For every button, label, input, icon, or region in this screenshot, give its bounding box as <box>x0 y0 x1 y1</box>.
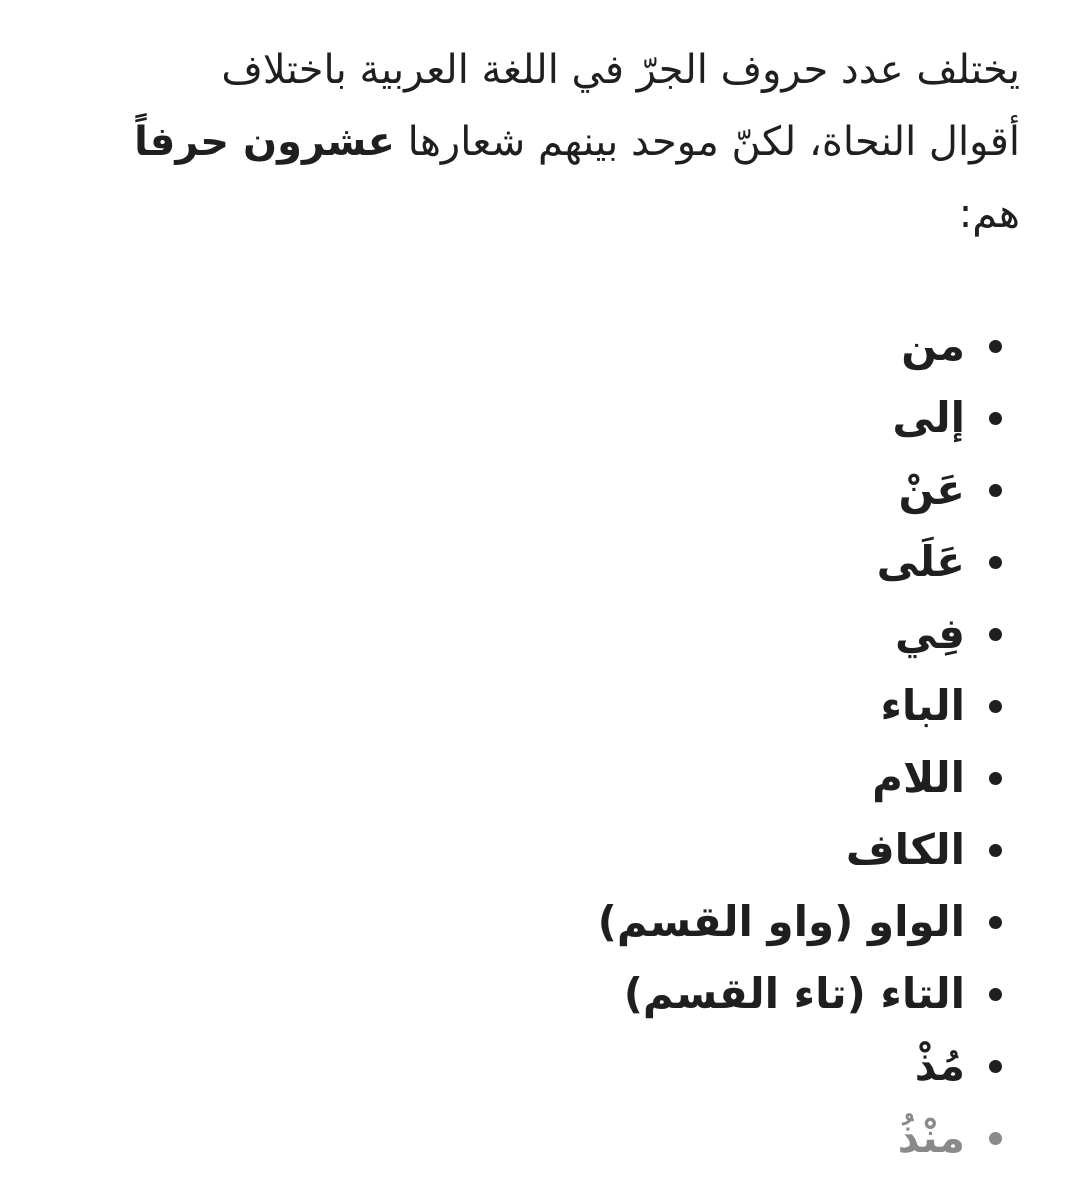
article-content <box>70 34 1020 1174</box>
list-item <box>70 670 1020 742</box>
bullet-icon <box>989 556 1002 569</box>
preposition-text: الكاف <box>845 825 965 874</box>
preposition-text: مُذْ <box>914 1041 965 1090</box>
bullet-icon <box>989 700 1002 713</box>
preposition-text: الباء <box>880 681 965 730</box>
preposition-text: التاء (تاء القسم) <box>623 969 965 1018</box>
intro-line-3: هم: <box>958 191 1020 237</box>
list-item <box>70 454 1020 526</box>
preposition-text: اللام <box>872 753 965 802</box>
list-item <box>70 310 1020 382</box>
bullet-icon <box>989 1060 1002 1073</box>
intro-bold-phrase: عشرون حرفاً <box>134 119 395 165</box>
intro-line-2: أقوال النحاة، لكنّ موحد بينهم شعارها <box>407 119 1020 165</box>
prepositions-list <box>70 310 1020 1174</box>
list-item <box>70 814 1020 886</box>
list-item-faded <box>70 1102 1020 1174</box>
bullet-icon <box>989 628 1002 641</box>
list-item <box>70 958 1020 1030</box>
bullet-icon <box>989 844 1002 857</box>
list-item <box>70 886 1020 958</box>
preposition-text: عَلَى <box>876 537 965 586</box>
intro-line-1: يختلف عدد حروف الجرّ في اللغة العربية باختلاف <box>221 47 1020 93</box>
list-item <box>70 526 1020 598</box>
preposition-text: عَنْ <box>898 465 965 514</box>
preposition-text: منْذُ <box>897 1113 965 1162</box>
bullet-icon <box>989 1132 1002 1145</box>
bullet-icon <box>989 340 1002 353</box>
list-item <box>70 598 1020 670</box>
intro-paragraph <box>70 34 1020 250</box>
bullet-icon <box>989 484 1002 497</box>
bullet-icon <box>989 772 1002 785</box>
preposition-text: الواو (واو القسم) <box>597 897 965 946</box>
bullet-icon <box>989 916 1002 929</box>
list-item <box>70 1030 1020 1102</box>
bullet-icon <box>989 988 1002 1001</box>
list-item <box>70 382 1020 454</box>
list-item <box>70 742 1020 814</box>
bullet-icon <box>989 412 1002 425</box>
preposition-text: إلى <box>892 393 965 442</box>
preposition-text: فِي <box>895 609 965 658</box>
preposition-text: من <box>901 321 965 370</box>
